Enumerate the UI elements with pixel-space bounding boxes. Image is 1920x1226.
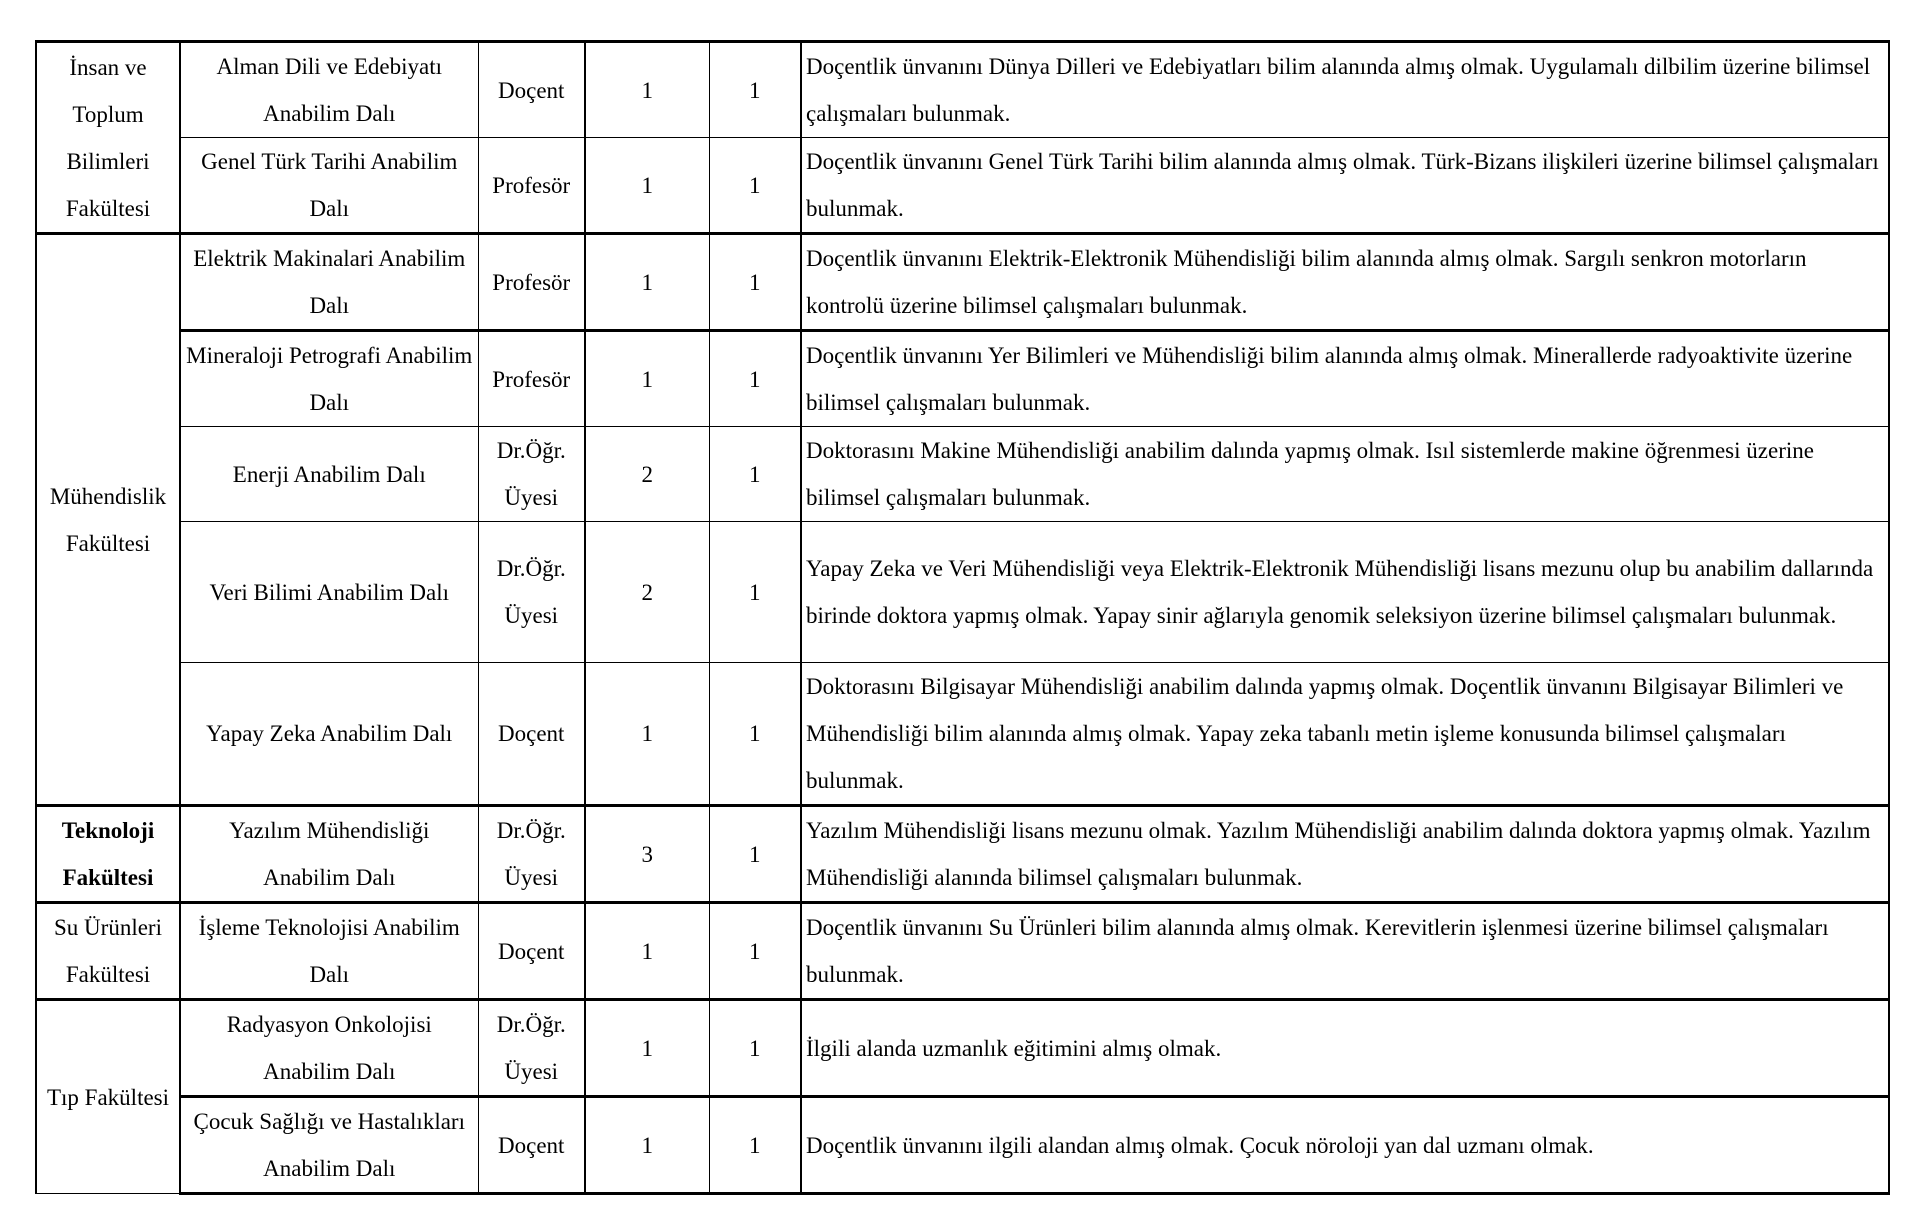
faculty-positions-table [35, 40, 1890, 1195]
requirement-cell: Doktorasını Bilgisayar Mühendisliği anabilim dalında yapmış olmak. Doçentlik ünvanını Bilgisayar Bilimleri ve Mühendisliği bilim alanında almış olmak. Yapay zeka tabanlı metin işleme konusunda bilimsel çalışmaları bulunmak. [801, 663, 1889, 806]
faculty-cell: Mühendislik Fakültesi [36, 234, 180, 806]
department-cell: Yazılım Mühendisliği Anabilim Dalı [180, 806, 478, 903]
title-cell: Profesör [478, 234, 585, 331]
faculty-cell: Su Ürünleri Fakültesi [36, 903, 180, 1000]
department-cell: Veri Bilimi Anabilim Dalı [180, 522, 478, 663]
title-cell: Dr.Öğr. Üyesi [478, 427, 585, 522]
count-cell: 1 [585, 1097, 709, 1194]
title-cell: Dr.Öğr. Üyesi [478, 522, 585, 663]
count-cell: 1 [709, 138, 801, 234]
count-cell: 1 [585, 42, 709, 138]
table-row [36, 806, 1889, 903]
count-cell: 1 [709, 42, 801, 138]
title-cell: Dr.Öğr. Üyesi [478, 1000, 585, 1097]
title-cell: Doçent [478, 663, 585, 806]
title-cell: Doçent [478, 42, 585, 138]
department-cell: İşleme Teknolojisi Anabilim Dalı [180, 903, 478, 1000]
requirement-cell: Yazılım Mühendisliği lisans mezunu olmak. Yazılım Mühendisliği anabilim dalında doktora yapmış olmak. Yazılım Mühendisliği alanında bilimsel çalışmaları bulunmak. [801, 806, 1889, 903]
requirement-cell: Doçentlik ünvanını ilgili alandan almış olmak. Çocuk nöroloji yan dal uzmanı olmak. [801, 1097, 1889, 1194]
requirement-cell: Doçentlik ünvanını Su Ürünleri bilim alanında almış olmak. Kerevitlerin işlenmesi üzerine bilimsel çalışmaları bulunmak. [801, 903, 1889, 1000]
count-cell: 1 [709, 806, 801, 903]
table-row [36, 1000, 1889, 1097]
title-cell: Profesör [478, 138, 585, 234]
count-cell: 3 [585, 806, 709, 903]
title-cell: Profesör [478, 331, 585, 427]
requirement-cell: Yapay Zeka ve Veri Mühendisliği veya Elektrik-Elektronik Mühendisliği lisans mezunu olup bu anabilim dallarında birinde doktora yapmış olmak. Yapay sinir ağlarıyla genomik seleksiyon üzerine bilimsel çalışmaları bulunmak. [801, 522, 1889, 663]
requirement-cell: Doçentlik ünvanını Genel Türk Tarihi bilim alanında almış olmak. Türk-Bizans ilişkileri üzerine bilimsel çalışmaları bulunmak. [801, 138, 1889, 234]
department-cell: Enerji Anabilim Dalı [180, 427, 478, 522]
requirement-cell: Doçentlik ünvanını Yer Bilimleri ve Mühendisliği bilim alanında almış olmak. Minerallerde radyoaktivite üzerine bilimsel çalışmaları bulunmak. [801, 331, 1889, 427]
table-row [36, 1097, 1889, 1194]
table-row [36, 42, 1889, 138]
requirement-cell: İlgili alanda uzmanlık eğitimini almış olmak. [801, 1000, 1889, 1097]
count-cell: 1 [585, 903, 709, 1000]
table-row [36, 138, 1889, 234]
table-row [36, 663, 1889, 806]
table-row [36, 522, 1889, 663]
table-row [36, 234, 1889, 331]
faculty-cell: Teknoloji Fakültesi [36, 806, 180, 903]
count-cell: 1 [709, 427, 801, 522]
department-cell: Mineraloji Petrografi Anabilim Dalı [180, 331, 478, 427]
count-cell: 1 [709, 234, 801, 331]
faculty-cell: İnsan ve Toplum Bilimleri Fakültesi [36, 42, 180, 234]
department-cell: Genel Türk Tarihi Anabilim Dalı [180, 138, 478, 234]
count-cell: 2 [585, 427, 709, 522]
title-cell: Doçent [478, 903, 585, 1000]
requirement-cell: Doktorasını Makine Mühendisliği anabilim dalında yapmış olmak. Isıl sistemlerde makine öğrenmesi üzerine bilimsel çalışmaları bulunmak. [801, 427, 1889, 522]
count-cell: 1 [585, 234, 709, 331]
count-cell: 1 [585, 331, 709, 427]
count-cell: 1 [709, 1000, 801, 1097]
table-row [36, 331, 1889, 427]
title-cell: Doçent [478, 1097, 585, 1194]
requirement-cell: Doçentlik ünvanını Elektrik-Elektronik Mühendisliği bilim alanında almış olmak. Sargılı senkron motorların kontrolü üzerine bilimsel çalışmaları bulunmak. [801, 234, 1889, 331]
table-row [36, 427, 1889, 522]
faculty-cell: Tıp Fakültesi [36, 1000, 180, 1194]
table-row [36, 903, 1889, 1000]
department-cell: Çocuk Sağlığı ve Hastalıkları Anabilim Dalı [180, 1097, 478, 1194]
department-cell: Yapay Zeka Anabilim Dalı [180, 663, 478, 806]
count-cell: 1 [585, 663, 709, 806]
count-cell: 1 [709, 331, 801, 427]
department-cell: Alman Dili ve Edebiyatı Anabilim Dalı [180, 42, 478, 138]
count-cell: 1 [709, 663, 801, 806]
count-cell: 1 [585, 138, 709, 234]
count-cell: 1 [709, 903, 801, 1000]
requirement-cell: Doçentlik ünvanını Dünya Dilleri ve Edebiyatları bilim alanında almış olmak. Uygulamalı dilbilim üzerine bilimsel çalışmaları bulunmak. [801, 42, 1889, 138]
department-cell: Radyasyon Onkolojisi Anabilim Dalı [180, 1000, 478, 1097]
title-cell: Dr.Öğr. Üyesi [478, 806, 585, 903]
count-cell: 1 [709, 522, 801, 663]
count-cell: 2 [585, 522, 709, 663]
count-cell: 1 [709, 1097, 801, 1194]
department-cell: Elektrik Makinalari Anabilim Dalı [180, 234, 478, 331]
count-cell: 1 [585, 1000, 709, 1097]
